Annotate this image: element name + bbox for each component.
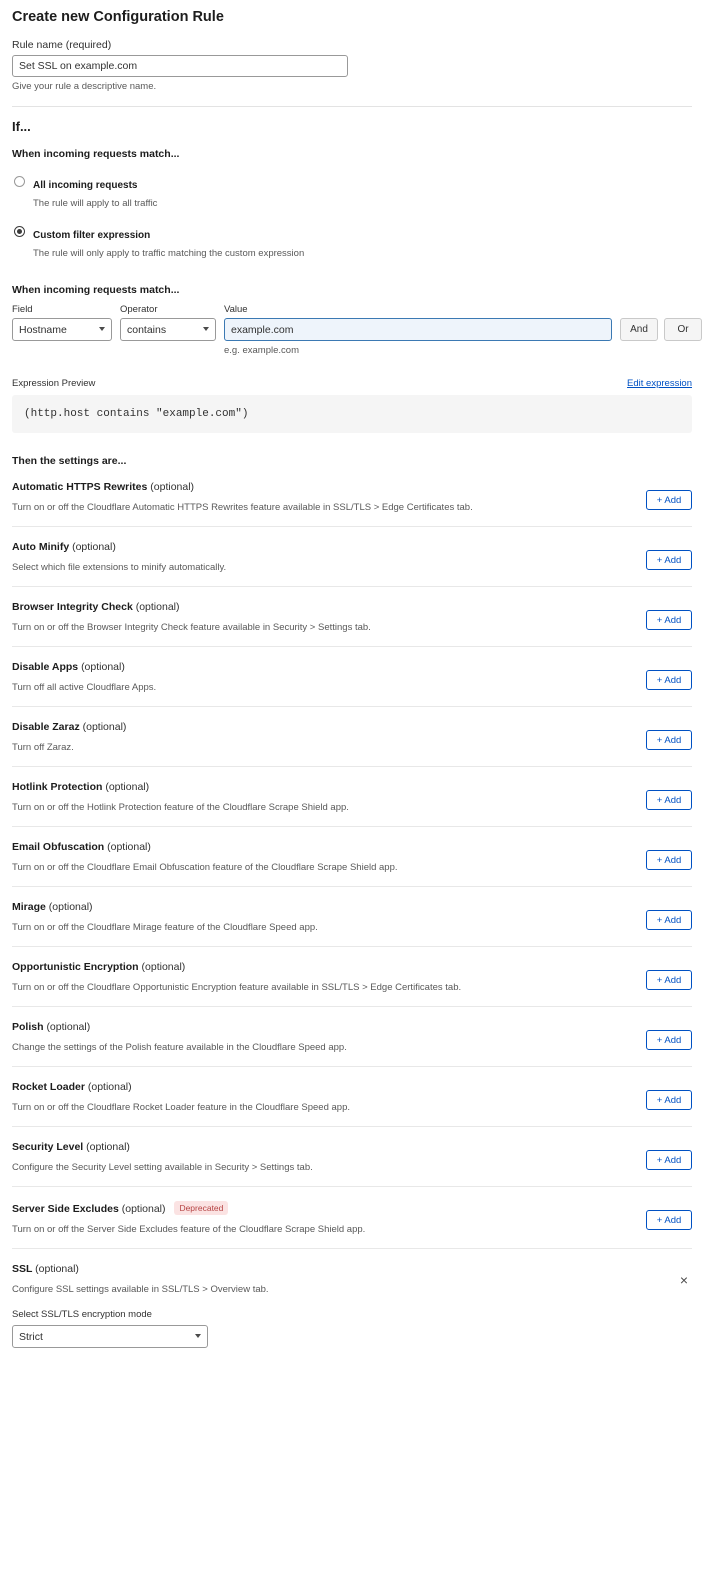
add-setting-button[interactable]: + Add	[646, 910, 692, 930]
value-input[interactable]	[224, 318, 612, 341]
edit-expression-link[interactable]: Edit expression	[627, 378, 692, 390]
page-title: Create new Configuration Rule	[12, 9, 224, 25]
then-settings-heading: Then the settings are...	[12, 455, 127, 468]
add-setting-button[interactable]: + Add	[646, 1090, 692, 1110]
add-setting-button[interactable]: + Add	[646, 490, 692, 510]
setting-desc: Turn off all active Cloudflare Apps.	[12, 682, 157, 694]
setting-row-ssl	[12, 1248, 692, 1361]
logic-buttons	[620, 304, 702, 341]
setting-optional: (optional)	[87, 1081, 132, 1094]
expression-heading: When incoming requests match...	[12, 284, 180, 297]
setting-name: Disable Zaraz	[12, 721, 80, 734]
setting-name: Rocket Loader	[12, 1081, 85, 1094]
radio-icon-all-requests[interactable]	[14, 176, 25, 187]
setting-optional: (optional)	[150, 481, 195, 494]
radio-option-all-requests[interactable]	[12, 174, 692, 210]
ssl-mode-label: Select SSL/TLS encryption mode	[12, 1309, 152, 1321]
value-column	[224, 304, 612, 356]
setting-name: Auto Minify	[12, 541, 70, 554]
setting-desc: Turn on or off the Cloudflare Opportunistic Encryption feature available in SSL/TLS > Edge Certificates tab.	[12, 982, 462, 994]
divider	[12, 106, 692, 107]
add-setting-button[interactable]: + Add	[646, 670, 692, 690]
setting-desc: Configure the Security Level setting available in Security > Settings tab.	[12, 1162, 313, 1174]
radio-label-all-requests: All incoming requests	[33, 180, 138, 191]
ssl-mode-select[interactable]	[12, 1325, 208, 1348]
setting-name: Opportunistic Encryption	[12, 961, 139, 974]
setting-title	[12, 481, 473, 493]
setting-row	[12, 586, 692, 646]
match-heading: When incoming requests match...	[12, 148, 180, 160]
setting-title	[12, 1081, 350, 1093]
setting-optional: (optional)	[135, 601, 180, 614]
if-section-heading: If...	[12, 119, 31, 134]
add-setting-button[interactable]: + Add	[646, 610, 692, 630]
setting-name-ssl: SSL	[12, 1263, 33, 1276]
setting-title	[12, 1021, 347, 1033]
rule-name-input[interactable]	[12, 55, 348, 77]
setting-optional: (optional)	[86, 1141, 130, 1154]
setting-title	[12, 901, 318, 913]
setting-row	[12, 946, 692, 1006]
setting-optional: (optional)	[72, 541, 116, 554]
radio-label-custom-filter: Custom filter expression	[33, 230, 151, 242]
setting-title	[12, 1141, 313, 1153]
setting-row	[12, 1186, 692, 1248]
setting-row	[12, 526, 692, 586]
setting-desc: Turn on or off the Cloudflare Automatic HTTPS Rewrites feature available in SSL/TLS > Edge Certificates tab.	[12, 502, 473, 514]
setting-name: Polish	[12, 1021, 44, 1034]
operator-column	[120, 304, 216, 341]
status-badge: Deprecated	[174, 1201, 228, 1215]
setting-name: Browser Integrity Check	[12, 601, 133, 614]
setting-desc: Change the settings of the Polish feature available in the Cloudflare Speed app.	[12, 1042, 347, 1054]
setting-optional: (optional)	[105, 781, 150, 794]
setting-row	[12, 1126, 692, 1186]
add-setting-button[interactable]: + Add	[646, 850, 692, 870]
setting-title	[12, 961, 461, 973]
setting-desc: Turn on or off the Cloudflare Mirage feature of the Cloudflare Speed app.	[12, 922, 318, 934]
setting-title	[12, 1201, 365, 1215]
rule-name-helper: Give your rule a descriptive name.	[12, 81, 157, 92]
setting-title-ssl	[12, 1263, 269, 1275]
setting-row	[12, 826, 692, 886]
field-select[interactable]	[12, 318, 112, 341]
setting-optional: (optional)	[141, 961, 186, 974]
add-setting-button[interactable]: + Add	[646, 730, 692, 750]
rule-name-label: Rule name (required)	[12, 39, 112, 51]
setting-optional: (optional)	[121, 1203, 166, 1216]
settings-list	[12, 467, 692, 1248]
setting-title	[12, 781, 349, 793]
value-label: Value	[224, 304, 248, 316]
radio-desc-all-requests: The rule will apply to all traffic	[33, 197, 158, 209]
close-icon[interactable]: ×	[676, 1272, 692, 1288]
expression-preview-header	[12, 378, 692, 389]
expression-preview-box: (http.host contains "example.com")	[12, 395, 692, 433]
setting-title	[12, 661, 156, 673]
field-column	[12, 304, 112, 341]
setting-optional: (optional)	[82, 721, 127, 734]
field-label: Field	[12, 304, 33, 316]
setting-name: Security Level	[12, 1141, 84, 1154]
setting-desc: Turn off Zaraz.	[12, 742, 74, 754]
add-setting-button[interactable]: + Add	[646, 550, 692, 570]
setting-optional-ssl: (optional)	[35, 1263, 79, 1276]
setting-desc: Select which file extensions to minify automatically.	[12, 562, 227, 574]
setting-name: Disable Apps	[12, 661, 79, 674]
value-hint: e.g. example.com	[224, 345, 299, 357]
setting-name: Automatic HTTPS Rewrites	[12, 481, 148, 494]
setting-optional: (optional)	[107, 841, 151, 854]
add-setting-button[interactable]: + Add	[646, 1210, 692, 1230]
setting-row	[12, 1066, 692, 1126]
add-setting-button[interactable]: + Add	[646, 1150, 692, 1170]
expression-builder-row	[12, 304, 692, 356]
radio-desc-custom-filter: The rule will only apply to traffic matching the custom expression	[33, 247, 305, 259]
setting-name: Mirage	[12, 901, 46, 914]
setting-optional: (optional)	[46, 1021, 91, 1034]
setting-row	[12, 706, 692, 766]
setting-row	[12, 646, 692, 706]
add-setting-button[interactable]: + Add	[646, 970, 692, 990]
and-button[interactable]: And	[620, 318, 658, 341]
or-button[interactable]: Or	[664, 318, 702, 341]
setting-title	[12, 601, 371, 613]
setting-title	[12, 721, 126, 733]
setting-desc: Turn on or off the Cloudflare Email Obfuscation feature of the Cloudflare Scrape Shield app.	[12, 862, 398, 874]
setting-desc: Turn on or off the Cloudflare Rocket Loader feature in the Cloudflare Speed app.	[12, 1102, 350, 1114]
operator-label: Operator	[120, 304, 158, 316]
setting-row	[12, 467, 692, 526]
setting-row	[12, 766, 692, 826]
setting-title	[12, 841, 398, 853]
expression-preview-label: Expression Preview	[12, 378, 96, 390]
setting-name: Server Side Excludes	[12, 1203, 119, 1216]
add-setting-button[interactable]: + Add	[646, 790, 692, 810]
setting-name: Email Obfuscation	[12, 841, 105, 854]
setting-desc: Turn on or off the Browser Integrity Check feature available in Security > Settings tab.	[12, 622, 371, 634]
setting-desc: Turn on or off the Hotlink Protection feature of the Cloudflare Scrape Shield app.	[12, 802, 349, 814]
operator-select[interactable]	[120, 318, 216, 341]
rule-name-group	[12, 39, 692, 92]
radio-option-custom-filter[interactable]	[12, 224, 692, 260]
setting-title	[12, 541, 226, 553]
add-setting-button[interactable]: + Add	[646, 1030, 692, 1050]
radio-icon-custom-filter[interactable]	[14, 226, 25, 237]
setting-desc-ssl: Configure SSL settings available in SSL/TLS > Overview tab.	[12, 1284, 269, 1296]
setting-row	[12, 1006, 692, 1066]
setting-desc: Turn on or off the Server Side Excludes feature of the Cloudflare Scrape Shield app.	[12, 1224, 366, 1236]
setting-row	[12, 886, 692, 946]
setting-name: Hotlink Protection	[12, 781, 103, 794]
setting-optional: (optional)	[81, 661, 125, 674]
setting-optional: (optional)	[48, 901, 93, 914]
